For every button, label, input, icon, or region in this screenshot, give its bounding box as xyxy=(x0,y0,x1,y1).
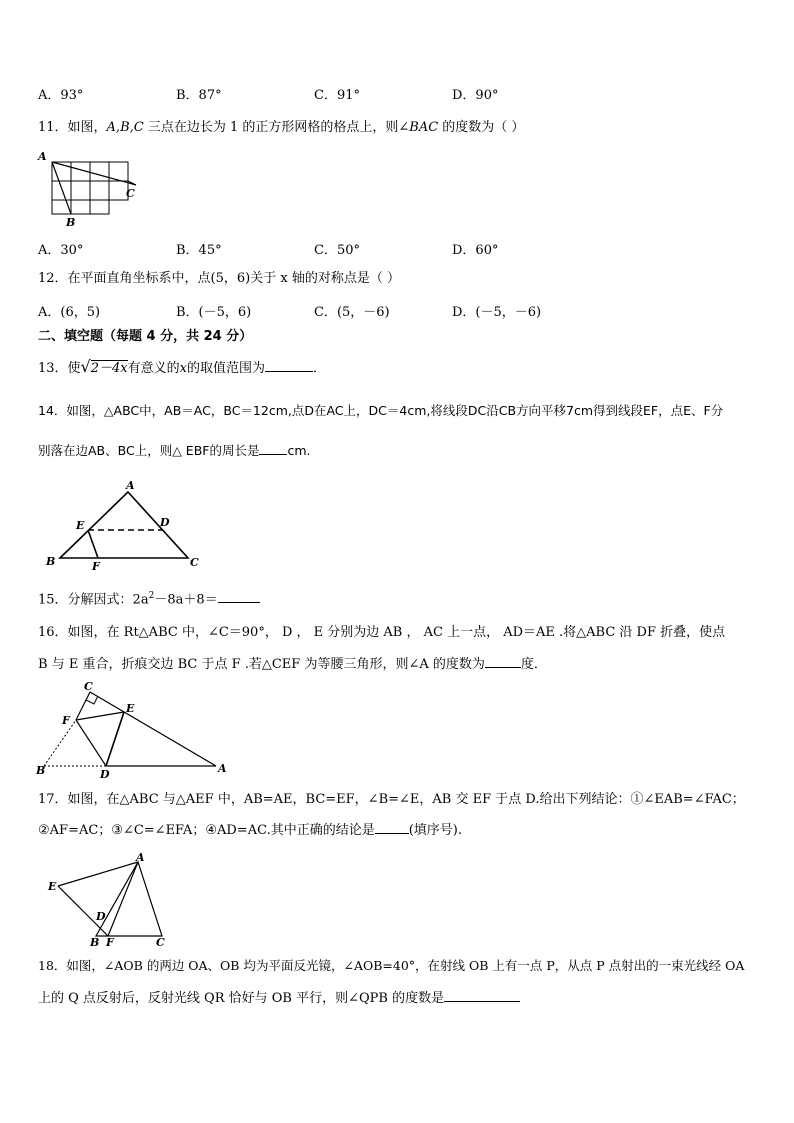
q16-line1: 16．如图，在 Rt△ABC 中，∠C＝90°， D ， E 分别为边 AB ， AC 上一点， AD＝AE .将△ABC 沿 DF 折叠，使点 xyxy=(38,625,726,640)
q18-line1: 18．如图，∠AOB 的两边 OA、OB 均为平面反光镜，∠AOB=40°，在射线 OB 上有一点 P，从点 P 点射出的一束光线经 OA xyxy=(38,958,745,973)
q10-option-c: C．91° xyxy=(314,88,360,103)
q12-option-a: A．(6，5) xyxy=(38,305,101,320)
section-fill-in-title: 二、填空题（每题 4 分，共 24 分） xyxy=(38,329,253,344)
q17-label-b: B xyxy=(90,936,100,949)
q14-triangle-figure xyxy=(40,478,210,570)
q13-question: 13．使√2－4x有意义的x的取值范围为 ． xyxy=(38,357,327,376)
q12-question: 12．在平面直角坐标系中，点(5，6)关于 x 轴的对称点是（ ） xyxy=(38,271,400,286)
q16-line2: B 与 E 重合，折痕交边 BC 于点 F .若△CEF 为等腰三角形，则∠A 的度数为 度． xyxy=(38,657,547,672)
q10-option-a: A．93° xyxy=(38,88,84,103)
q16-label-a: A xyxy=(218,762,227,775)
q16-label-d: D xyxy=(100,768,110,780)
sqrt-symbol: √ xyxy=(80,357,91,376)
q11-label-c: C xyxy=(126,187,135,200)
q12-option-d: D．(－5，－6) xyxy=(452,305,542,320)
q16-label-e: E xyxy=(126,702,135,715)
q18-answer-blank xyxy=(444,989,520,1002)
q14-label-b: B xyxy=(46,555,56,568)
q10-option-d: D．90° xyxy=(452,88,499,103)
q14-answer-blank xyxy=(259,442,287,455)
q17-label-d: D xyxy=(96,910,106,923)
q14-label-f: F xyxy=(92,560,100,570)
q16-label-c: C xyxy=(84,680,93,693)
q16-answer-blank xyxy=(485,655,521,668)
q17-line2: ②AF=AC；③∠C=∠EFA；④AD=AC.其中正确的结论是 (填序号). xyxy=(38,823,462,838)
q10-option-b: B．87° xyxy=(176,88,222,103)
q14-line2: 别落在边AB、BC上，则△ EBF的周长是 cm. xyxy=(38,443,311,458)
q13-answer-blank xyxy=(265,359,313,372)
q17-label-a: A xyxy=(136,851,145,864)
q17-label-c: C xyxy=(156,936,165,949)
q15-answer-blank xyxy=(218,590,260,603)
q17-triangles-figure xyxy=(40,850,180,950)
q15-question: 15．分解因式：$2a^2-8a+8=$ xyxy=(38,587,260,609)
q11-question: 11．如图，A,B,C 三点在边长为 1 的正方形网格的格点上，则∠BAC 的度数为（ ） xyxy=(38,120,525,135)
q11-grid-figure xyxy=(36,148,156,230)
q17-line1: 17．如图，在△ABC 与△AEF 中，AB=AE，BC=EF，∠B=∠E，AB 交 EF 于点 D.给出下列结论：①∠EAB=∠FAC； xyxy=(38,792,745,807)
q11-option-b: B．45° xyxy=(176,243,222,258)
q17-answer-blank xyxy=(375,821,409,834)
q14-label-e: E xyxy=(76,519,85,532)
q11-label-b: B xyxy=(66,216,76,229)
q11-label-a: A xyxy=(38,150,47,163)
q14-label-d: D xyxy=(160,516,170,529)
q16-label-f: F xyxy=(62,714,70,727)
q11-option-a: A．30° xyxy=(38,243,84,258)
q14-label-c: C xyxy=(190,556,199,569)
q16-label-b: B xyxy=(36,764,46,777)
q12-option-b: B．(－5，6) xyxy=(176,305,252,320)
q11-option-c: C．50° xyxy=(314,243,360,258)
q18-line2: 上的 Q 点反射后，反射光线 QR 恰好与 OB 平行，则∠QPB 的度数是 xyxy=(38,989,520,1008)
q12-option-c: C．(5，－6) xyxy=(314,305,390,320)
q17-label-f: F xyxy=(106,936,114,949)
q14-line1: 14．如图，△ABC中，AB＝AC，BC＝12cm,点D在AC上，DC＝4cm,将线段DC沿CB方向平移7cm得到线段EF，点E、F分 xyxy=(38,403,724,418)
q17-label-e: E xyxy=(48,880,57,893)
q16-fold-figure xyxy=(36,680,236,780)
q11-option-d: D．60° xyxy=(452,243,499,258)
q14-label-a: A xyxy=(126,479,135,492)
